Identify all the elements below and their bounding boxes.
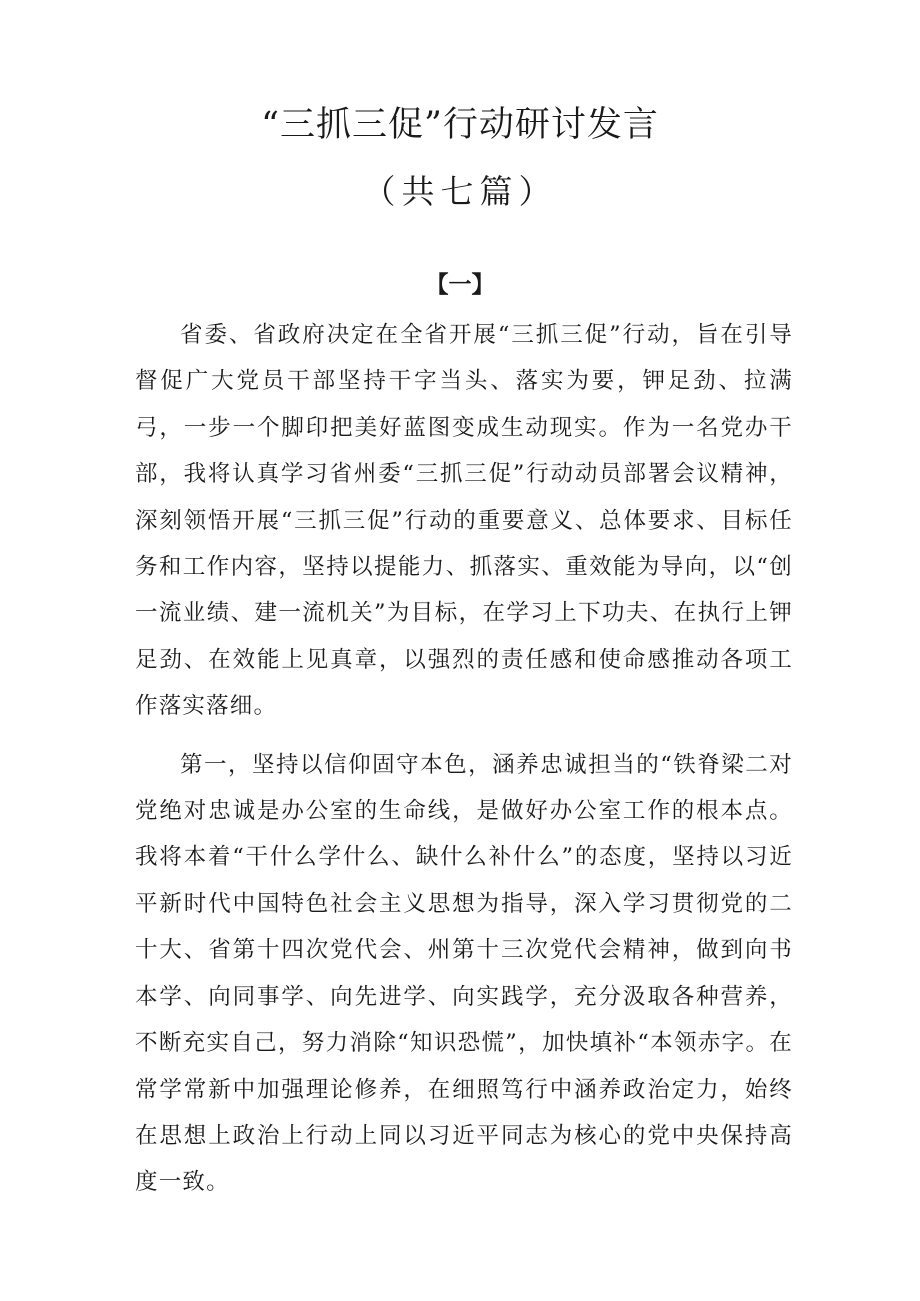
document-subtitle: （共七篇） — [362, 172, 558, 211]
paragraph-2: 第一，坚持以信仰固守本色，涵养忠诚担当的“铁脊梁二对党绝对忠诚是办公室的生命线，是做好办公室工作的根本点。我将本着“干什么学什么、缺什么补什么”的态度，坚持以习近平新时代中国特色社会主义思想为指导，深入学习贯彻党的二十大、省第十四次党代会、州第十三次党代会精神，做到向书本学、向同事学、向先进学、向实践学，充分汲取各种营养，不断充实自己，努力消除“知识恐慌”，加快填补“本领赤字。在常学常新中加强理论修养，在细照笃行中涵养政治定力，始终在思想上政治上行动上同以习近平同志为核心的党中央保持高度一致。 — [135, 751, 793, 1196]
section-label: 【一】 — [425, 271, 495, 298]
paragraph-1: 省委、省政府决定在全省开展“三抓三促”行动，旨在引导督促广大党员干部坚持干字当头、落实为要，钾足劲、拉满弓，一步一个脚印把美好蓝图变成生动现实。作为一名党办干部，我将认真学习省州委“三抓三促”行动动员部署会议精神，深刻领悟开展“三抓三促”行动的重要意义、总体要求、目标任务和工作内容，坚持以提能力、抓落实、重效能为导向，以“创一流业绩、建一流机关”为目标，在学习上下功夫、在执行上钾足劲、在效能上见真章，以强烈的责任感和使命感推动各项工作落实落细。 — [135, 322, 793, 720]
document-title: “三抓三促”行动研讨发言 — [261, 105, 659, 145]
body-text — [135, 312, 793, 1218]
